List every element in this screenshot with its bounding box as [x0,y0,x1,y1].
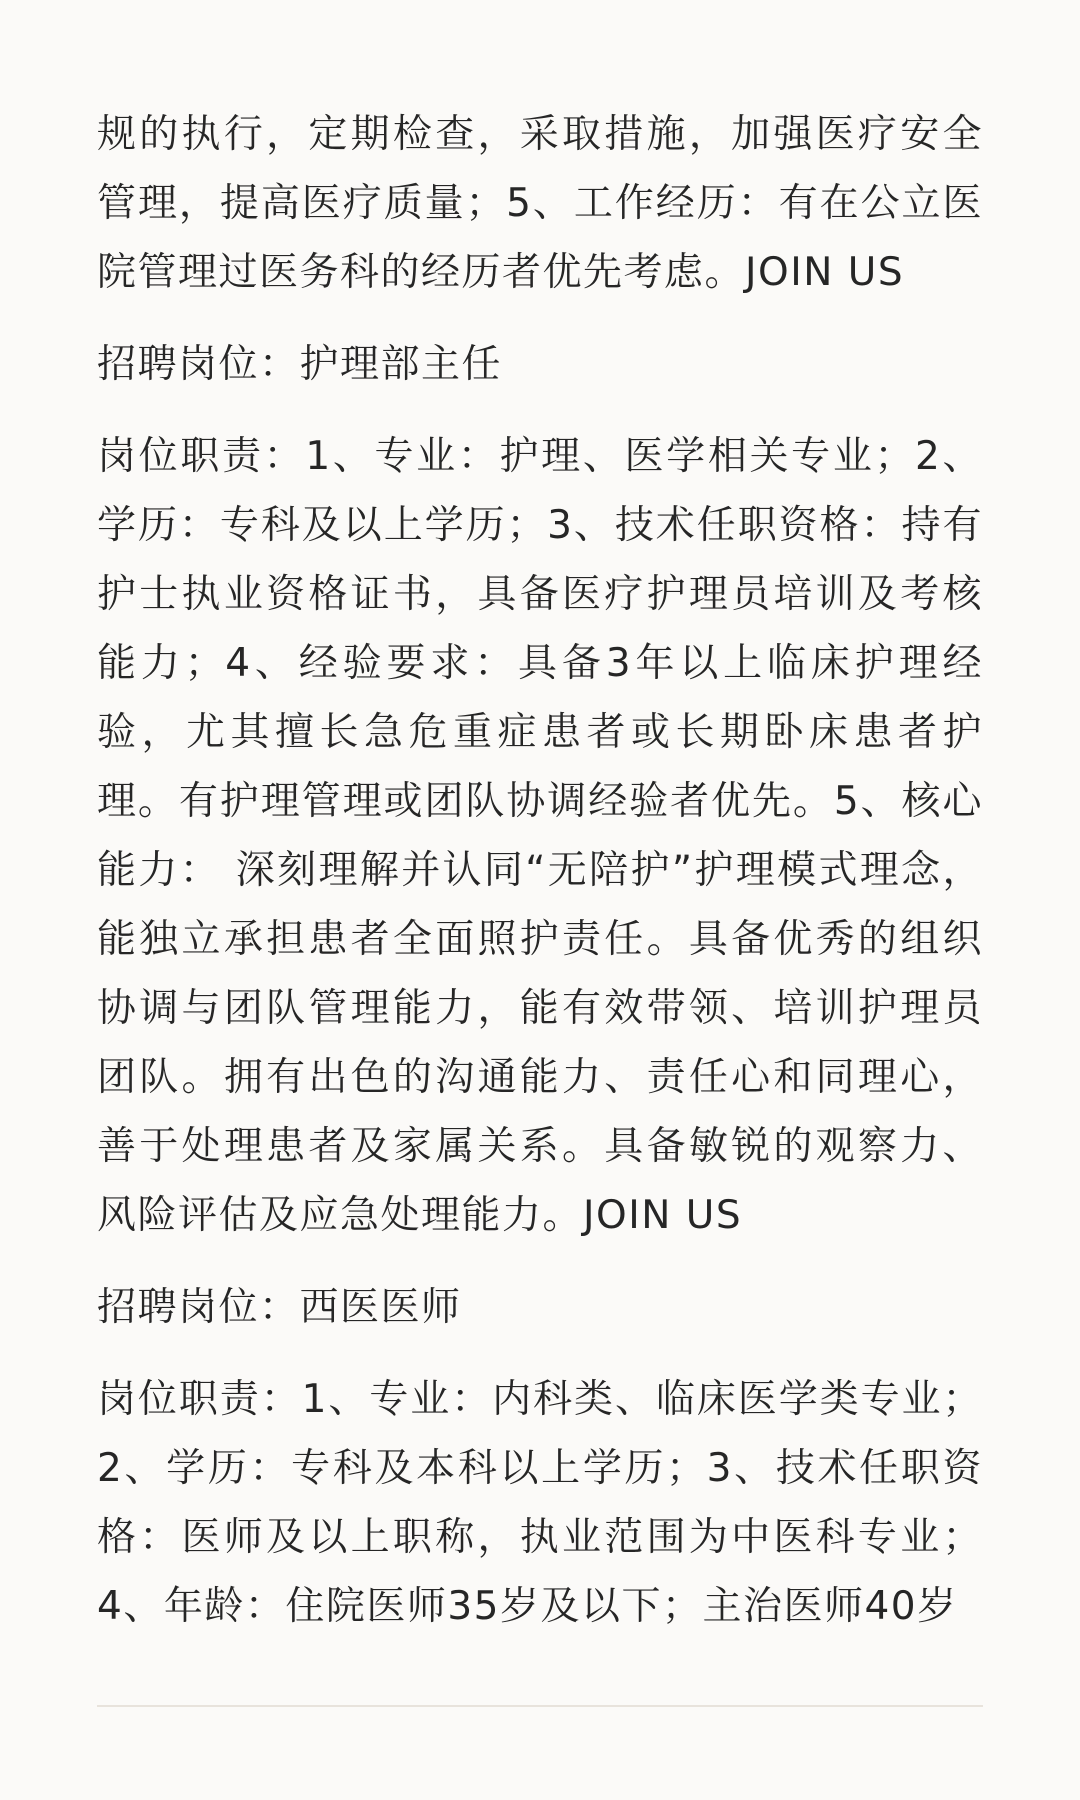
paragraph-previous-duties: 规的执行，定期检查，采取措施，加强医疗安全管理，提高医疗质量；5、工作经历：有在公立医院管理过医务科的经历者优先考虑。JOIN US [97,112,983,295]
position-title-western-physician: 招聘岗位：西医医师 [97,1285,462,1330]
paragraph-nursing-director-duties: 岗位职责：1、专业：护理、医学相关专业；2、学历：专科及以上学历；3、技术任职资格：持有护士执业资格证书，具备医疗护理员培训及考核能力；4、经验要求：具备3年以上临床护理经验，尤其擅长急危重症患者或长期卧床患者护理。有护理管理或团队协调经验者优先。5、核心能力： 深刻理解并认同“无陪护”护理模式理念，能独立承担患者全面照护责任。具备优秀的组织协调与团队管理能力，能有效带领、培训护理员团队。拥有出色的沟通能力、责任心和同理心，善于处理患者及家属关系。具备敏锐的观察力、风险评估及应急处理能力。JOIN US [97,434,983,1238]
paragraph-western-physician-duties: 岗位职责：1、专业：内科类、临床医学类专业；2、学历：专科及本科以上学历；3、技术任职资格：医师及以上职称，执业范围为中医科专业；4、年龄：住院医师35岁及以下；主治医师40岁 [97,1377,983,1629]
position-title-nursing-director: 招聘岗位：护理部主任 [97,342,503,387]
job-posting-content [97,100,983,1664]
bottom-divider [97,1705,983,1707]
